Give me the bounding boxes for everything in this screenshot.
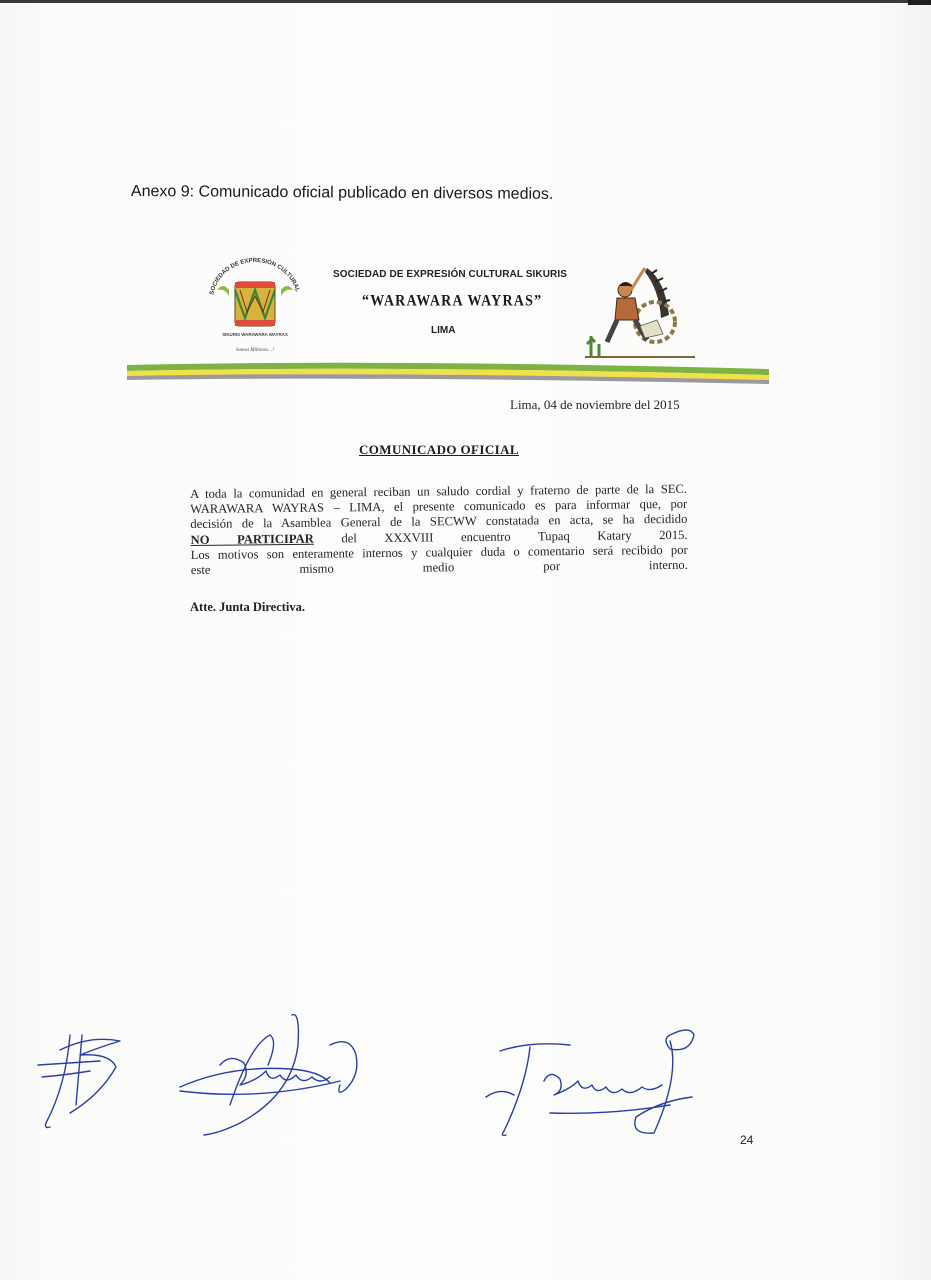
group-city: LIMA [431,325,456,336]
body-line: WARAWARA WAYRAS – LIMA, el presente comunicado es para informar que, por [190,496,688,517]
no-participar-emphasis: NO PARTICIPAR [190,531,314,547]
top-edge-shadow [0,0,931,3]
seal-arc-text: SOCIEDAD DE EXPRESIÓN CULTURAL [209,257,300,296]
seal-motto: Somos Millones…! [236,348,274,353]
communique-body [190,482,688,578]
body-line: decisión de la Asamblea General de la SECWW constatada en acta, se ha decidido [190,512,688,532]
signature-1 [38,1035,120,1128]
body-line: Los motivos son enteramente internos y cualquier duda o comentario será recibido por [190,542,688,562]
document-title: COMUNICADO OFICIAL [359,442,519,457]
letterhead [127,250,769,390]
body-line: este mismo medio por interno. [190,557,688,578]
tupaq-katary-emblem-image [585,260,695,360]
society-name: SOCIEDAD DE EXPRESIÓN CULTURAL SIKURIS [333,269,568,280]
letterhead-color-stripe [127,357,769,387]
signatures [30,1005,720,1150]
body-line-rest: del XXXVIII encuentro Tupaq Katary 2015. [341,527,688,546]
corner-mark [908,0,931,5]
annex-caption: Anexo 9: Comunicado oficial publicado en diversos medios. [130,183,554,203]
signature-3 [486,1030,694,1136]
page-number: 24 [740,1133,754,1147]
date-line: Lima, 04 de noviembre del 2015 [510,397,680,412]
signature-2 [180,1015,357,1135]
society-seal-logo [195,250,315,360]
body-line: A toda la comunidad en general reciban un saludo cordial y fraterno de parte de la SEC. [190,481,688,501]
group-name: “WARAWARA WAYRAS” [362,292,543,311]
seal-bottom-text: SIKURIS WARAWARA WAYRAS [222,332,288,337]
signoff: Atte. Junta Directiva. [190,600,306,614]
